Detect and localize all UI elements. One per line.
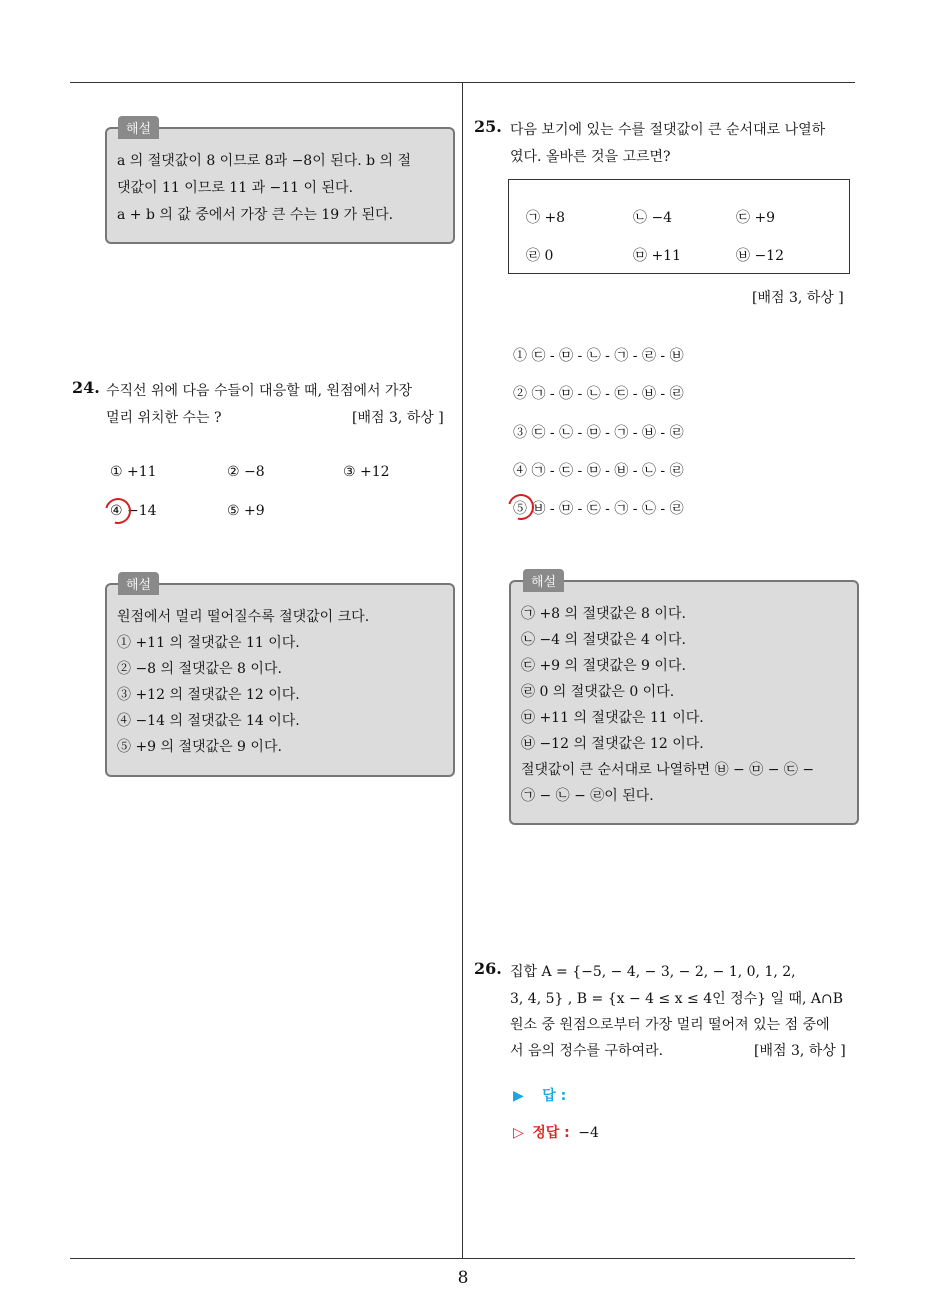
solution-line: ⑤ +9 의 절댓값은 9 이다. bbox=[117, 739, 282, 755]
answer-row[interactable] bbox=[513, 1085, 566, 1105]
option-5[interactable]: ⑤ ㉥ - ㉤ - ㉢ - ㉠ - ㉡ - ㉣ bbox=[513, 501, 684, 517]
solution-line: ㉠ +8 의 절댓값은 8 이다. bbox=[521, 606, 686, 622]
option-1[interactable]: ① ㉢ - ㉤ - ㉡ - ㉠ - ㉣ - ㉥ bbox=[513, 348, 684, 364]
option-3[interactable]: ③ +12 bbox=[343, 464, 390, 480]
solution-line: 절댓값이 큰 순서대로 나열하면 ㉥ − ㉤ − ㉢ − bbox=[521, 762, 815, 778]
question-text: 였다. 올바른 것을 고르면? bbox=[510, 149, 671, 165]
answer-mark-circle bbox=[503, 489, 539, 525]
solution-tag: 해설 bbox=[118, 116, 159, 139]
question-text: 다음 보기에 있는 수를 절댓값이 큰 순서대로 나열하 bbox=[510, 122, 826, 138]
solution-line: a 의 절댓값이 8 이므로 8과 −8이 된다. b 의 절 bbox=[117, 153, 412, 169]
solution-line: ㉡ −4 의 절댓값은 4 이다. bbox=[521, 632, 686, 648]
bottom-rule bbox=[70, 1258, 855, 1259]
question-text: 서 음의 정수를 구하여라. bbox=[510, 1043, 664, 1059]
answer-label: 답 : bbox=[542, 1088, 567, 1104]
question-number: 26. bbox=[474, 959, 502, 978]
option-2[interactable]: ② ㉠ - ㉤ - ㉡ - ㉢ - ㉥ - ㉣ bbox=[513, 386, 684, 402]
question-text: 수직선 위에 다음 수들이 대응할 때, 원점에서 가장 bbox=[106, 383, 413, 399]
solution-tag: 해설 bbox=[523, 569, 564, 592]
question-text: 3, 4, 5} , B = {x − 4 ≤ x ≤ 4인 정수} 일 때, A∩B bbox=[510, 991, 844, 1007]
solution-line: a + b 의 값 중에서 가장 큰 수는 19 가 된다. bbox=[117, 207, 394, 223]
solution-line: ㉣ 0 의 절댓값은 0 이다. bbox=[521, 684, 675, 700]
option-4[interactable]: ④ ㉠ - ㉢ - ㉤ - ㉥ - ㉡ - ㉣ bbox=[513, 463, 684, 479]
solution-line: ① +11 의 절댓값은 11 이다. bbox=[117, 635, 300, 651]
bogi-item: ㉤ +11 bbox=[633, 248, 681, 264]
bogi-item: ㉥ −12 bbox=[736, 248, 784, 264]
bogi-item: ㉡ −4 bbox=[633, 210, 673, 226]
question-score: [배점 3, 하상 ] bbox=[352, 410, 444, 426]
solution-line: 원점에서 멀리 떨어질수록 절댓값이 크다. bbox=[117, 609, 370, 625]
solution-line: ④ −14 의 절댓값은 14 이다. bbox=[117, 713, 300, 729]
column-divider bbox=[462, 83, 463, 1258]
correct-answer-value: −4 bbox=[578, 1125, 599, 1141]
question-text: 집합 A = {−5, − 4, − 3, − 2, − 1, 0, 1, 2, bbox=[510, 964, 796, 980]
question-text: 멀리 위치한 수는 ? bbox=[106, 410, 222, 426]
question-number: 25. bbox=[474, 117, 502, 136]
solution-line: ㉥ −12 의 절댓값은 12 이다. bbox=[521, 736, 704, 752]
outline-arrow-icon: ▷ bbox=[513, 1125, 524, 1141]
solution-line: ③ +12 의 절댓값은 12 이다. bbox=[117, 687, 300, 703]
solution-tag: 해설 bbox=[118, 572, 159, 595]
correct-answer-row bbox=[513, 1122, 599, 1142]
bogi-item: ㉣ 0 bbox=[526, 248, 554, 264]
option-3[interactable]: ③ ㉢ - ㉡ - ㉤ - ㉠ - ㉥ - ㉣ bbox=[513, 425, 684, 441]
bogi-item: ㉠ +8 bbox=[526, 210, 566, 226]
option-5[interactable]: ⑤ +9 bbox=[227, 503, 265, 519]
solution-line: 댓값이 11 이므로 11 과 −11 이 된다. bbox=[117, 180, 354, 196]
bogi-item: ㉢ +9 bbox=[736, 210, 776, 226]
question-score: [배점 3, 하상 ] bbox=[752, 290, 844, 306]
question-number: 24. bbox=[72, 378, 100, 397]
answer-mark-circle bbox=[100, 493, 136, 529]
solution-line: ㉢ +9 의 절댓값은 9 이다. bbox=[521, 658, 686, 674]
option-1[interactable]: ① +11 bbox=[110, 464, 157, 480]
solution-line: ㉤ +11 의 절댓값은 11 이다. bbox=[521, 710, 704, 726]
correct-answer-label: 정답 : bbox=[532, 1125, 570, 1141]
option-4[interactable]: ④ −14 bbox=[110, 503, 157, 519]
option-2[interactable]: ② −8 bbox=[227, 464, 265, 480]
page-number: 8 bbox=[457, 1268, 469, 1288]
play-arrow-icon: ▶ bbox=[513, 1088, 524, 1104]
question-text: 원소 중 원점으로부터 가장 멀리 떨어져 있는 점 중에 bbox=[510, 1017, 830, 1033]
solution-line: ② −8 의 절댓값은 8 이다. bbox=[117, 661, 282, 677]
solution-line: ㉠ − ㉡ − ㉣이 된다. bbox=[521, 788, 654, 804]
question-score: [배점 3, 하상 ] bbox=[754, 1043, 846, 1059]
